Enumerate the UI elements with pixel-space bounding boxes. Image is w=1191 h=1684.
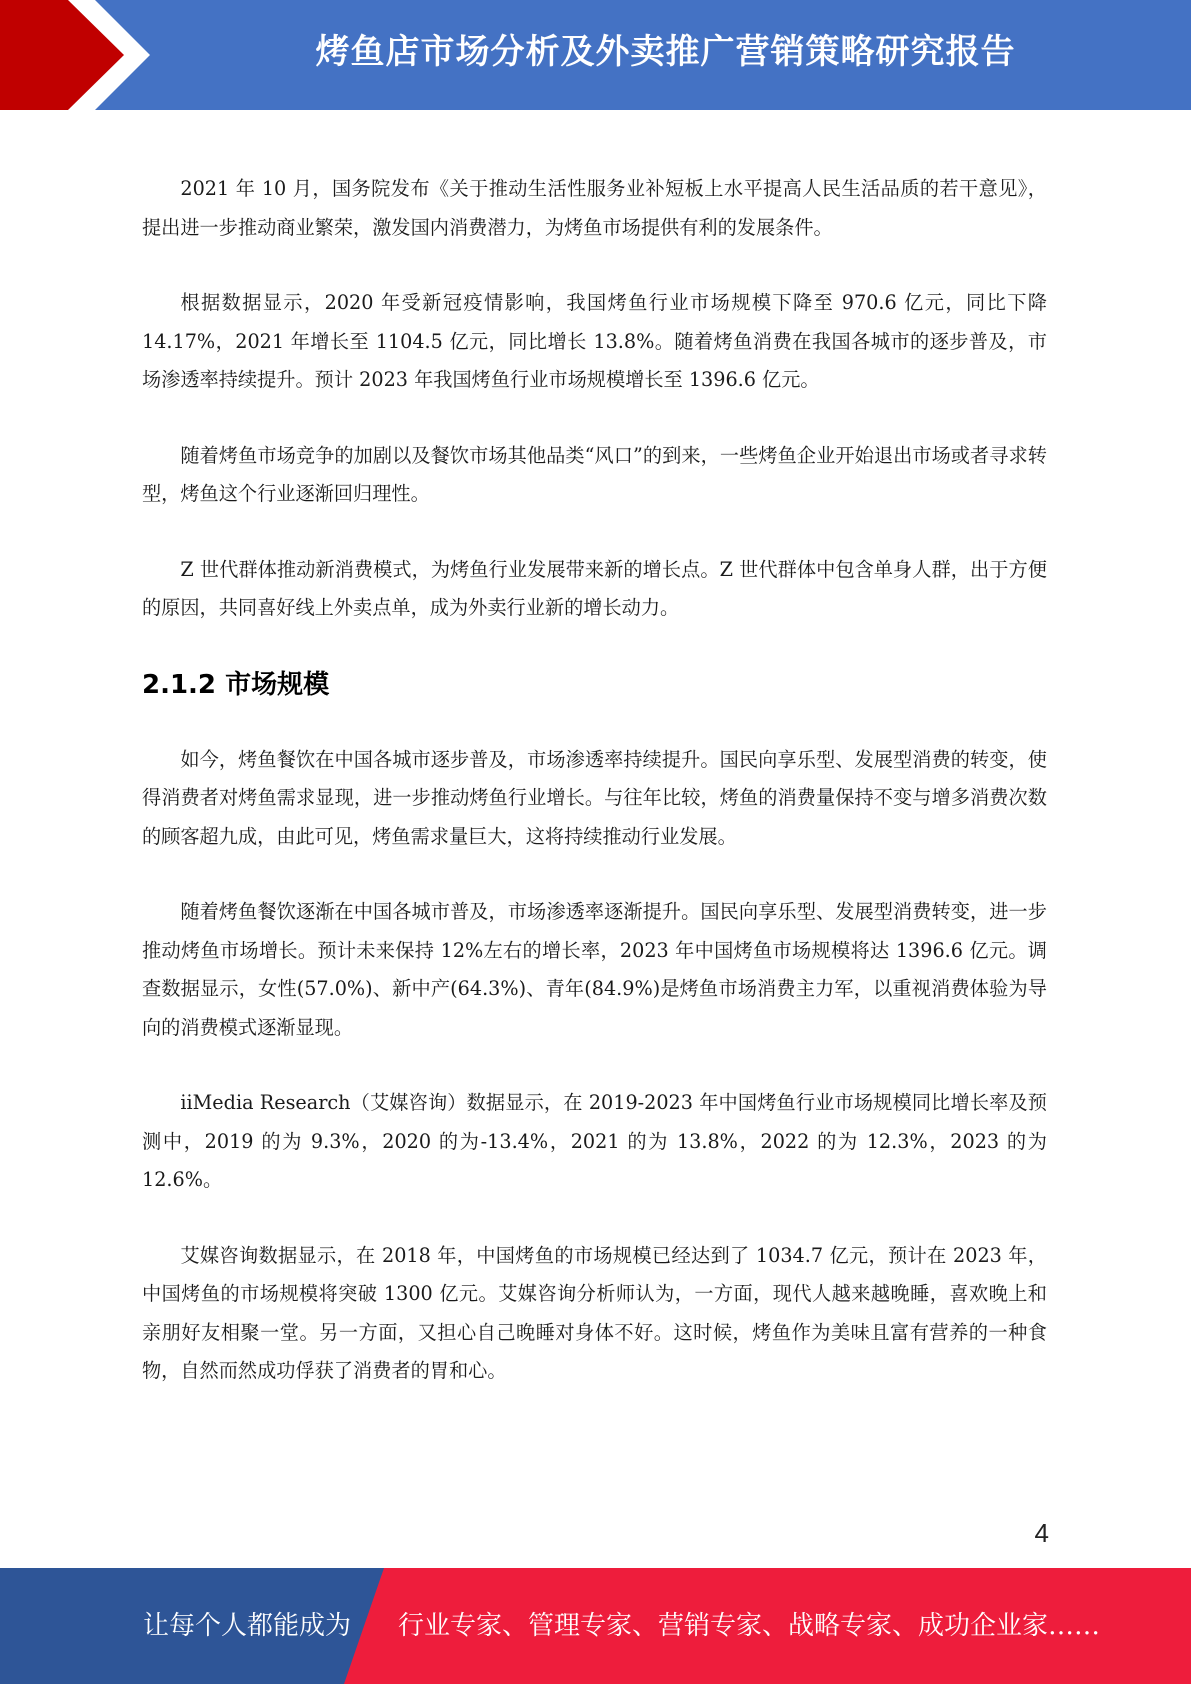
header-banner	[0, 0, 1191, 110]
paragraph: 2021 年 10 月，国务院发布《关于推动生活性服务业补短板上水平提高人民生活品质的若干意见》，提出进一步推动商业繁荣，激发国内消费潜力，为烤鱼市场提供有利的发展条件。	[142, 177, 1047, 239]
section-heading: 2.1.2 市场规模	[142, 669, 330, 700]
document-body	[142, 170, 1047, 1428]
paragraph: Z 世代群体推动新消费模式，为烤鱼行业发展带来新的增长点。Z 世代群体中包含单身人群，出于方便的原因，共同喜好线上外卖点单，成为外卖行业新的增长动力。	[142, 557, 1047, 619]
paragraph: 根据数据显示，2020 年受新冠疫情影响，我国烤鱼行业市场规模下降至 970.6 亿元，同比下降 14.17%，2021 年增长至 1104.5 亿元，同比增长 13.8%。随着烤鱼消费在我国各城市的逐步普及，市场渗透率持续提升。预计 2023 年我国烤鱼行业市场规模增长至 1396.6 亿元。	[142, 291, 1047, 391]
page-number: 4	[1034, 1518, 1049, 1548]
paragraph: 随着烤鱼市场竞争的加剧以及餐饮市场其他品类“风口”的到来，一些烤鱼企业开始退出市场或者寻求转型，烤鱼这个行业逐渐回归理性。	[142, 443, 1047, 505]
report-title: 烤鱼店市场分析及外卖推广营销策略研究报告	[315, 32, 1016, 72]
paragraph: 随着烤鱼餐饮逐渐在中国各城市普及，市场渗透率逐渐提升。国民向享乐型、发展型消费转变，进一步推动烤鱼市场增长。预计未来保持 12%左右的增长率，2023 年中国烤鱼市场规模将达 1396.6 亿元。调查数据显示，女性(57.0%)、新中产(64.3%)、青年(84.9%)是烤鱼市场消费主力军，以重视消费体验为导向的消费模式逐渐显现。	[142, 900, 1047, 1039]
footer-slogan-right: 行业专家、管理专家、营销专家、战略专家、成功企业家……	[398, 1611, 1101, 1641]
paragraph: 艾媒咨询数据显示，在 2018 年，中国烤鱼的市场规模已经达到了 1034.7 亿元，预计在 2023 年，中国烤鱼的市场规模将突破 1300 亿元。艾媒咨询分析师认为，一方面，现代人越来越晚睡，喜欢晚上和亲朋好友相聚一堂。另一方面，又担心自己晚睡对身体不好。这时候，烤鱼作为美味且富有营养的一种食物，自然而然成功俘获了消费者的胃和心。	[142, 1243, 1047, 1382]
paragraph: 如今，烤鱼餐饮在中国各城市逐步普及，市场渗透率持续提升。国民向享乐型、发展型消费的转变，使得消费者对烤鱼需求显现，进一步推动烤鱼行业增长。与往年比较，烤鱼的消费量保持不变与增多消费次数的顾客超九成，由此可见，烤鱼需求量巨大，这将持续推动行业发展。	[142, 747, 1047, 848]
paragraph: iiMedia Research（艾媒咨询）数据显示，在 2019-2023 年中国烤鱼行业市场规模同比增长率及预测中，2019 的为 9.3%，2020 的为-13.4%，2021 的为 13.8%，2022 的为 12.3%，2023 的为 12.6%。	[142, 1091, 1047, 1191]
footer-banner	[0, 1568, 1191, 1684]
footer-slogan-left: 让每个人都能成为	[143, 1611, 352, 1641]
